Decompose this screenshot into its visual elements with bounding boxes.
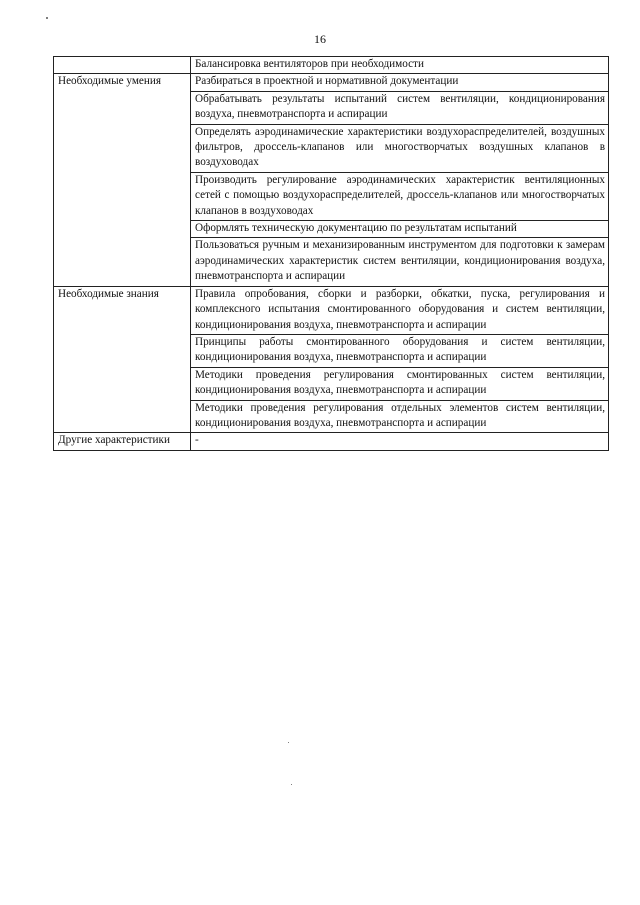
table-row [54,57,609,74]
knowledge-label: Необходимые знания [54,286,191,433]
table-row [54,286,609,334]
table-row [54,74,609,91]
knowledge-item: Принципы работы смонтированного оборудования и систем вентиляции, кондиционирования воздуха, пневмотранспорта и аспирации [191,334,609,367]
skill-item: Пользоваться ручным и механизированным инструментом для подготовки к замерам аэродинамических характеристик систем вентиляции, кондиционирования воздуха, пневмотранспорта и аспирации [191,238,609,286]
skill-item: Обрабатывать результаты испытаний систем вентиляции, кондиционирования воздуха, пневмотранспорта и аспирации [191,91,609,124]
skills-label: Необходимые умения [54,74,191,286]
skill-item: Разбираться в проектной и нормативной документации [191,74,609,91]
page-number: 16 [314,32,326,46]
knowledge-item: Методики проведения регулирования смонтированных систем вентиляции, кондиционирования воздуха, пневмотранспорта и аспирации [191,367,609,400]
other-label: Другие характеристики [54,433,191,450]
skill-item: Оформлять техническую документацию по результатам испытаний [191,221,609,238]
other-value: - [191,433,609,450]
scan-speck [291,784,292,785]
scan-speck [288,742,289,743]
table-row [54,433,609,450]
skill-item: Производить регулирование аэродинамических характеристик вентиляционных сетей с помощью воздухораспределителей, дроссель-клапанов или многостворчатых клапанов в воздуховодах [191,172,609,220]
knowledge-item: Методики проведения регулирования отдельных элементов систем вентиляции, кондиционирования воздуха, пневмотранспорта и аспирации [191,400,609,433]
labor-action-cell: Балансировка вентиляторов при необходимости [191,57,609,74]
skill-item: Определять аэродинамические характеристики воздухораспределителей, воздушных фильтров, дроссель-клапанов или многостворчатых воздушных клапанов в воздуховодах [191,124,609,172]
characteristics-table [53,56,609,451]
knowledge-item: Правила опробования, сборки и разборки, обкатки, пуска, регулирования и комплексного испытания смонтированного оборудования и систем вентиляции, кондиционирования воздуха, пневмотранспорта и аспирации [191,286,609,334]
scan-speck [46,17,48,19]
empty-label-cell [54,57,191,74]
